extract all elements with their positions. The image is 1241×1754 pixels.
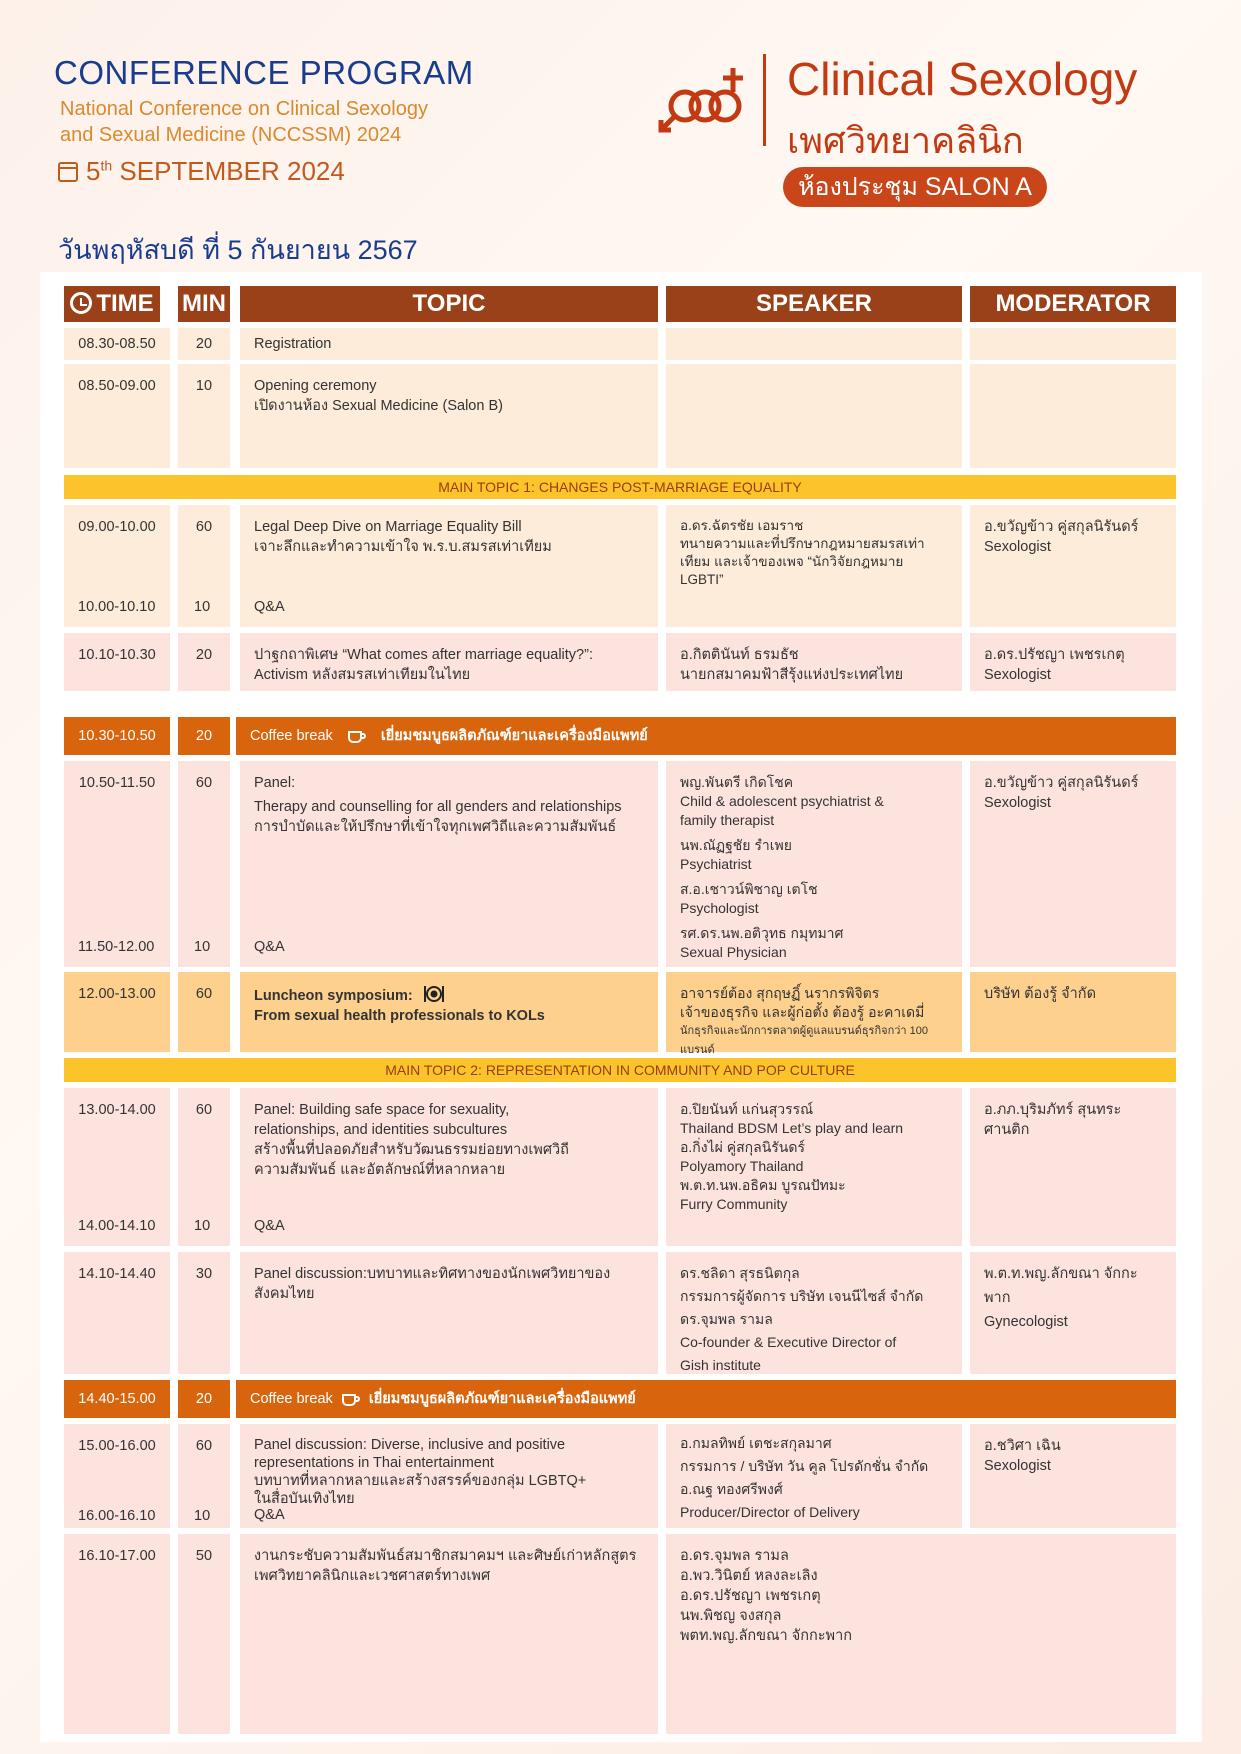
clinical-sexology-logo [655,50,1215,161]
gender-symbols-icon [655,58,755,138]
col-topic-header: TOPIC [240,286,658,322]
col-speaker-header: SPEAKER [666,286,962,322]
logo-divider [763,54,766,146]
logo-text-en: Clinical Sexology [787,53,1138,105]
main-topic-1-band: MAIN TOPIC 1: CHANGES POST-MARRIAGE EQUALITY [64,475,1176,499]
room-badge: ห้องประชุม SALON A [783,167,1047,207]
program-table: TIME MIN TOPIC SPEAKER MODERATOR 08.30-08.50 20 Registration 08.50-09.00 10 Opening ceremony เปิดงานห้อง Sexual Medicine (Salon B) MAIN TOPIC 1: CHANGES POST-MARRIAGE EQUALITY 09.00-10.00 10.00-10.10 60 10 Legal Deep Dive on Marriage Equality Bill เจาะลึกและทำความเข้าใจ พ.ร.บ.สมรสเท่าเทียม Q&A อ.ดร.ฉัตรชัย เอมราช ทนายความและที่ปรึกษากฎหมายสมรสเท่า เทียม และเจ้าของเพจ “นักวิจัยกฎหมาย LGBTI” อ.ขวัญข้าว คู่สกุลนิรันดร์ Sexologist 10.10-10.30 20 ปาฐกถาพิเศษ “What comes after marriage equality?”: Activism หลังสมรสเท่าเทียมในไทย อ.กิตตินันท์ ธรมธัช นายกสมาคมฟ้าสีรุ้งแห่งประเทศไทย อ.ดร.ปรัชญา เพชรเกตุ Sexologist 10.30-10.50 20 Coffee break เยี่ยมชมบูธผลิตภัณฑ์ยาและเครื่องมือแพทย์ 10.50-11.50 11.50-12.00 60 10 Panel: Therapy and counselling for all genders and relationships การบำบัดและให้ปรึกษาที่เข้าใจทุกเพศวิถีและความสัมพันธ์ Q&A พญ.พันตรี เกิดโชค Child & adolescent psychiatrist & family therapist นพ.ณัฏฐชัย รำเพย Psychiatrist ส.อ.เชาวน์พิชาญ เตโช Psychologist รศ.ดร.นพ.อติวุทธ กมุทมาศ Sexual Physician อ.ขวัญข้าว คู่สกุลนิรันดร์ Sexologist 12.00-13.00 60 Luncheon symposium: From sexual health professionals to KOLs อาจารย์ต้อง สุกฤษฏิ์ นรากรพิจิตร เจ้าของธุรกิจ และผู้ก่อตั้ง ต้องรู้ อะคาเดมี่ นักธุรกิจและนักการตลาดผู้ดูแลแบรนด์ธุรกิจกว่า 100 แบรนด์ บริษัท ต้องรู้ จำกัด MAIN TOPIC 2: REPRESENTATION IN COMMUNITY AND POP CULTURE 13.00-14.00 14.00-14.10 60 10 Panel: Building safe space for sexuality, relationships, and identities subcultures สร้างพื้นที่ปลอดภัยสำหรับวัฒนธรรมย่อยทางเพศวิถี ความสัมพันธ์ และอัตลักษณ์ที่หลากหลาย Q&A อ.ปิยนันท์ แก่นสุวรรณ์ Thailand BDSM Let’s play and learn อ.กิ่งไผ่ คู่สกุลนิรันดร์ Polyamory Thailand พ.ต.ท.นพ.อธิคม บูรณปัทมะ Furry Community อ.ภภ.บุริมภัทร์ สุนทระศานติก 14.10-14.40 30 Panel discussion:บทบาทและทิศทางของนักเพศวิทยาของสังคมไทย ดร.ชลิดา สุรธนิตกุล กรรมการผู้จัดการ บริษัท เจนนีไซส์ จำกัด ดร.จุมพล รามล Co-founder & Executive Director of Gish institute พ.ต.ท.พญ.ลักขณา จักกะพาก Gynecologist 14.40-15.00 20 Coffee break เยี่ยมชมบูธผลิตภัณฑ์ยาและเครื่องมือแพทย์ 15.00-16.00 16.00-16.10 60 10 Panel discussion: Diverse, inclusive and positive representations in Thai entertainment บทบาทที่หลากหลายและสร้างสรรค์ของกลุ่ม LGBTQ+ ในสื่อบันเทิงไทย Q&A อ.กมลทิพย์ เตชะสกุลมาศ กรรมการ / บริษัท วัน คูล โปรดักชั่น จำกัด อ.ณฐ ทองศรีพงศ์ Producer/Director of Delivery อ.ชวิศา เฉิน Sexologist 16.10-17.00 50 งานกระชับความสัมพันธ์สมาชิกสมาคมฯ และศิษย์เก่าหลักสูตร เพศวิทยาคลินิกและเวชศาสตร์ทางเพศ อ.ดร.จุมพล รามล อ.พว.วินิตย์ หลงละเลิง อ.ดร.ปรัชญา เพชรเกตุ นพ.พิชญ จงสกุล พตท.พญ.ลักขณา จักกะพาก [40,272,1202,1742]
main-topic-2-band: MAIN TOPIC 2: REPRESENTATION IN COMMUNITY AND POP CULTURE [64,1058,1176,1082]
coffee-cup-icon [341,1391,361,1407]
logo-text-th: เพศวิทยาคลินิก [787,120,1024,161]
thai-date: วันพฤหัสบดี ที่ 5 กันยายน 2567 [58,235,418,265]
col-time-header: TIME [64,286,160,322]
clock-icon [70,292,92,314]
col-min-header: MIN [178,286,230,322]
program-title: CONFERENCE PROGRAM [54,54,474,91]
calendar-icon [58,162,78,182]
col-moderator-header: MODERATOR [970,286,1176,322]
coffee-cup-icon [347,728,367,744]
conference-date: 5th SEPTEMBER 2024 [58,156,345,187]
dining-plate-icon [423,984,445,1004]
conference-name: National Conference on Clinical Sexology and Sexual Medicine (NCCSSM) 2024 [60,98,428,146]
